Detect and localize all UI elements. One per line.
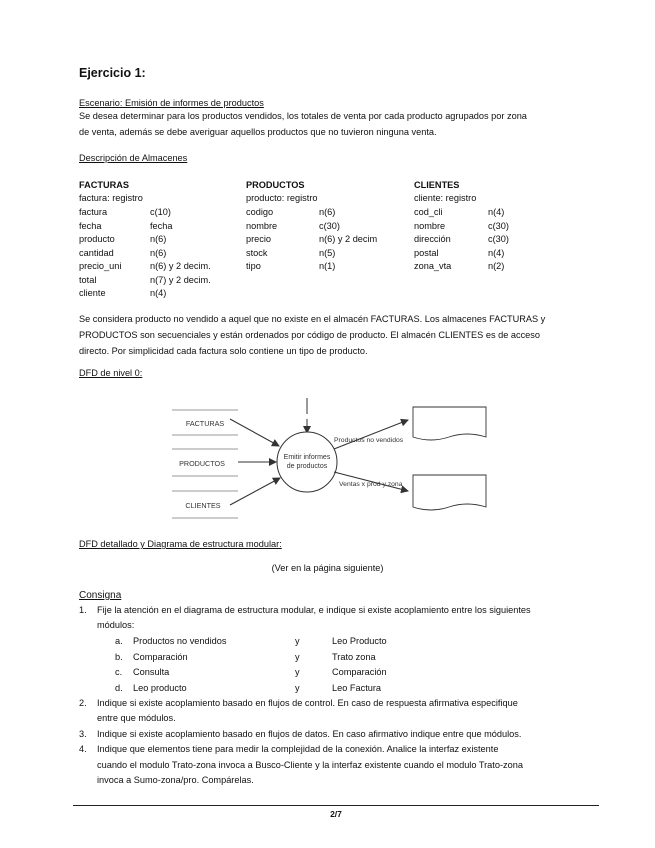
field-name: factura [79, 207, 108, 217]
field-type: n(7) y 2 decim. [150, 275, 211, 285]
process-label-line: de productos [286, 463, 328, 470]
store-name-productos: PRODUCTOS [246, 180, 305, 190]
field-type: n(6) [150, 248, 167, 258]
description-line: PRODUCTOS son secuenciales y están ordenados por código de producto. El almacén CLIENTES es de acceso [79, 330, 540, 340]
pair-and: y [295, 683, 300, 693]
store-clientes [172, 491, 238, 518]
pair-and: y [295, 652, 300, 662]
pair-left: Comparación [133, 652, 188, 662]
flow-arrow [230, 478, 280, 505]
dfd-store-label: FACTURAS [185, 419, 225, 428]
store-productos [172, 449, 238, 476]
process-label-line: Emitir informes [283, 454, 331, 461]
item-line: Indique si existe acoplamiento basado en flujos de datos. En caso afirmativo indique entre que módulos. [97, 729, 522, 739]
pair-letter: c. [115, 667, 123, 677]
pair-right: Trato zona [332, 652, 376, 662]
item-line: Fije la atención en el diagrama de estructura modular, e indique si existe acoplamiento entre los siguientes [97, 605, 531, 615]
scenario-line: de venta, además se debe averiguar aquellos productos que no tuvieron ninguna venta. [79, 127, 437, 137]
store-record: factura: registro [79, 193, 143, 203]
field-name: dirección [414, 234, 451, 244]
field-type: n(5) [319, 248, 336, 258]
field-type: n(2) [488, 261, 505, 271]
pair-and: y [295, 667, 300, 677]
store-name-clientes: CLIENTES [414, 180, 460, 190]
pair-right: Leo Producto [332, 636, 387, 646]
scenario-heading: Escenario: Emisión de informes de productos [79, 98, 264, 108]
item-number: 2. [79, 698, 87, 708]
dfd-store-label: CLIENTES [185, 501, 221, 510]
item-line: módulos: [97, 620, 135, 630]
field-type: n(4) [488, 207, 505, 217]
field-name: precio_uni [79, 261, 122, 271]
item-line: Indique si existe acoplamiento basado en flujos de control. En caso de respuesta afirmativa especifique [97, 698, 518, 708]
field-name: fecha [79, 221, 102, 231]
exercise-title: Ejercicio 1: [79, 66, 146, 80]
field-type: c(10) [150, 207, 171, 217]
store-name-facturas: FACTURAS [79, 180, 130, 190]
field-type: n(6) y 2 decim. [150, 261, 211, 271]
report-document-icon [413, 475, 486, 510]
dfd-store-label: PRODUCTOS [179, 459, 225, 468]
item-line: cuando el modulo Trato-zona invoca a Busco-Cliente y la interfaz existente cuando el modulo Trato-zona [97, 760, 523, 770]
flow-label: Productos no vendidos [334, 437, 404, 444]
pair-letter: d. [115, 683, 123, 693]
field-type: n(6) [319, 207, 336, 217]
field-type: fecha [150, 221, 173, 231]
field-name: stock [246, 248, 268, 258]
flow-label: Ventas x prod y zona [339, 481, 403, 488]
scenario-line: Se desea determinar para los productos vendidos, los totales de venta por cada producto agrupados por zona [79, 111, 527, 121]
item-number: 1. [79, 605, 87, 615]
field-name: tipo [246, 261, 261, 271]
field-name: nombre [246, 221, 278, 231]
pair-and: y [295, 636, 300, 646]
store-record: producto: registro [246, 193, 318, 203]
field-name: cliente [79, 288, 106, 298]
pair-left: Leo producto [133, 683, 187, 693]
flow-arrow [230, 419, 279, 446]
field-name: postal [414, 248, 439, 258]
store-record: cliente: registro [414, 193, 477, 203]
field-name: cod_cli [414, 207, 443, 217]
field-type: c(30) [488, 234, 509, 244]
dfd0-heading: DFD de nivel 0: [79, 368, 143, 378]
detail-heading: DFD detallado y Diagrama de estructura modular: [79, 539, 282, 549]
field-type: c(30) [488, 221, 509, 231]
report-document-icon [413, 407, 486, 440]
field-type: n(4) [488, 248, 505, 258]
item-number: 4. [79, 744, 87, 754]
description-line: Se considera producto no vendido a aquel que no existe en el almacén FACTURAS. Los almacenes FACTURAS y [79, 314, 546, 324]
field-type: n(4) [150, 288, 167, 298]
description-line: directo. Por simplicidad cada factura solo contiene un tipo de producto. [79, 346, 368, 356]
flow-arrow [334, 420, 408, 449]
dfd0-diagram [160, 393, 500, 527]
consigna-heading: Consigna [79, 590, 122, 601]
field-name: nombre [414, 221, 446, 231]
field-name: total [79, 275, 97, 285]
stores-heading: Descripción de Almacenes [79, 153, 188, 163]
store-facturas [172, 410, 238, 435]
footer-divider [73, 805, 599, 806]
field-type: n(1) [319, 261, 336, 271]
pair-left: Consulta [133, 667, 170, 677]
page-number: 2/7 [330, 809, 342, 819]
item-number: 3. [79, 729, 87, 739]
field-name: codigo [246, 207, 274, 217]
pair-letter: a. [115, 636, 123, 646]
field-type: c(30) [319, 221, 340, 231]
field-type: n(6) [150, 234, 167, 244]
process-emitir-informes [277, 432, 337, 492]
item-line: entre que módulos. [97, 713, 176, 723]
pair-right: Leo Factura [332, 683, 382, 693]
field-name: precio [246, 234, 272, 244]
field-name: cantidad [79, 248, 114, 258]
scenario-text [79, 108, 577, 140]
pair-letter: b. [115, 652, 123, 662]
item-line: Indique que elementos tiene para medir la complejidad de la conexión. Analice la interfaz existente [97, 744, 499, 754]
description-text [79, 311, 577, 359]
field-name: zona_vta [414, 261, 452, 271]
item-line: invoca a Sumo-zona/pro. Compárelas. [97, 775, 254, 785]
pair-right: Comparación [332, 667, 387, 677]
field-name: producto [79, 234, 115, 244]
pair-left: Productos no vendidos [133, 636, 227, 646]
see-next-page: (Ver en la página siguiente) [271, 563, 384, 573]
field-type: n(6) y 2 decim [319, 234, 378, 244]
